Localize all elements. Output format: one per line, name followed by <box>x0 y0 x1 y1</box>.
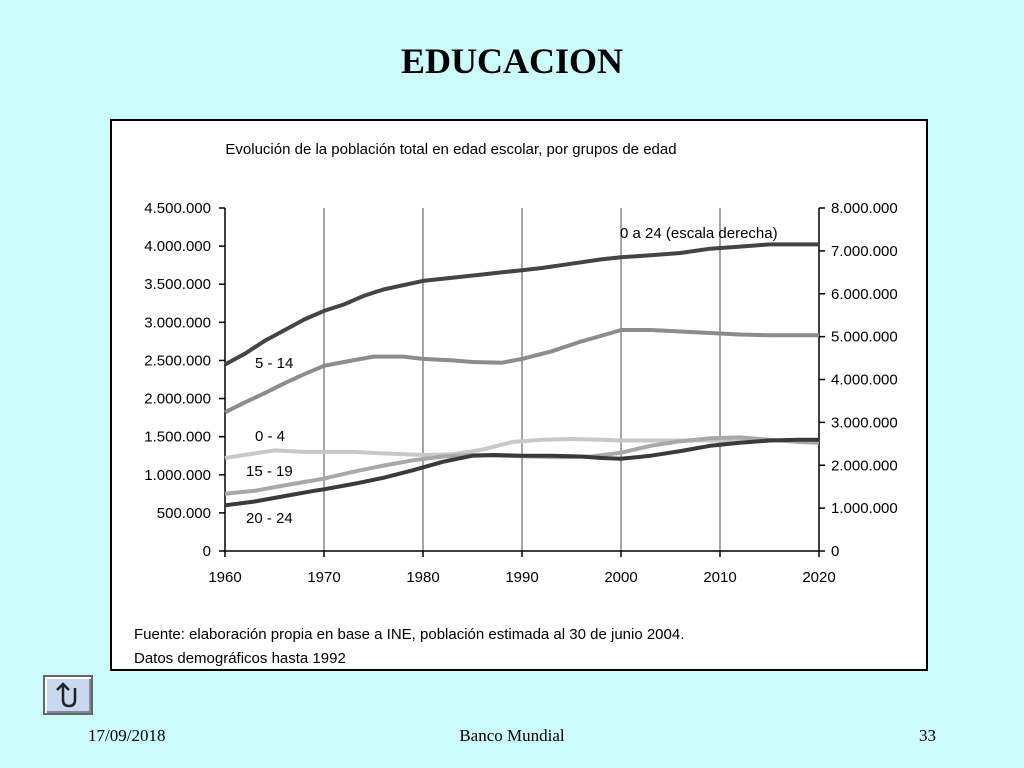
series-label-5-14: 5 - 14 <box>255 355 294 372</box>
series-label-total: 0 a 24 (escala derecha) <box>620 225 778 242</box>
y-left-tick-label: 4.000.000 <box>144 238 211 256</box>
y-right-tick-label: 6.000.000 <box>831 285 898 303</box>
line-chart <box>112 121 928 671</box>
y-left-tick-label: 0 <box>202 543 211 560</box>
y-left-tick-label: 3.500.000 <box>144 276 211 294</box>
series-label-20-24: 20 - 24 <box>246 510 293 527</box>
y-left-tick-label: 2.000.000 <box>144 390 211 408</box>
x-tick-label: 2000 <box>604 569 638 586</box>
slide-title: EDUCACION <box>400 41 623 81</box>
chart-container <box>110 119 928 671</box>
y-left-tick-label: 3.000.000 <box>144 314 211 332</box>
page-number: 33 <box>919 726 936 745</box>
x-tick-label: 1980 <box>406 569 440 586</box>
u-turn-return-icon <box>55 682 83 710</box>
chart-title: Evolución de la población total en edad escolar, por grupos de edad <box>225 141 677 158</box>
y-right-tick-label: 2.000.000 <box>831 457 898 475</box>
y-left-tick-label: 1.000.000 <box>144 466 211 484</box>
y-left-tick-label: 1.500.000 <box>144 428 211 446</box>
y-left-tick-label: 2.500.000 <box>144 352 211 370</box>
x-tick-label: 2010 <box>703 569 737 586</box>
y-right-tick-label: 3.000.000 <box>831 414 898 432</box>
x-tick-label: 1970 <box>307 569 341 586</box>
x-tick-label: 1990 <box>505 569 539 586</box>
chart-source-data-note: Datos demográficos hasta 1992 <box>134 650 346 667</box>
series-label-0-4: 0 - 4 <box>255 428 286 445</box>
footer-organization: Banco Mundial <box>459 726 565 745</box>
footer-date: 17/09/2018 <box>88 726 166 745</box>
x-tick-label: 1960 <box>208 569 242 586</box>
return-button[interactable] <box>43 675 93 715</box>
series-label-15-19: 15 - 19 <box>246 463 293 480</box>
y-right-tick-label: 1.000.000 <box>831 500 898 518</box>
x-tick-label: 2020 <box>802 569 836 586</box>
y-left-tick-label: 500.000 <box>156 504 211 522</box>
y-left-tick-label: 4.500.000 <box>144 200 211 217</box>
y-right-tick-label: 8.000.000 <box>831 200 898 217</box>
y-right-tick-label: 4.000.000 <box>831 371 898 389</box>
y-right-tick-label: 0 <box>831 543 840 560</box>
y-right-tick-label: 5.000.000 <box>831 328 898 346</box>
chart-source-note: Fuente: elaboración propia en base a INE, población estimada al 30 de junio 2004. <box>134 626 685 643</box>
y-right-tick-label: 7.000.000 <box>831 242 898 260</box>
